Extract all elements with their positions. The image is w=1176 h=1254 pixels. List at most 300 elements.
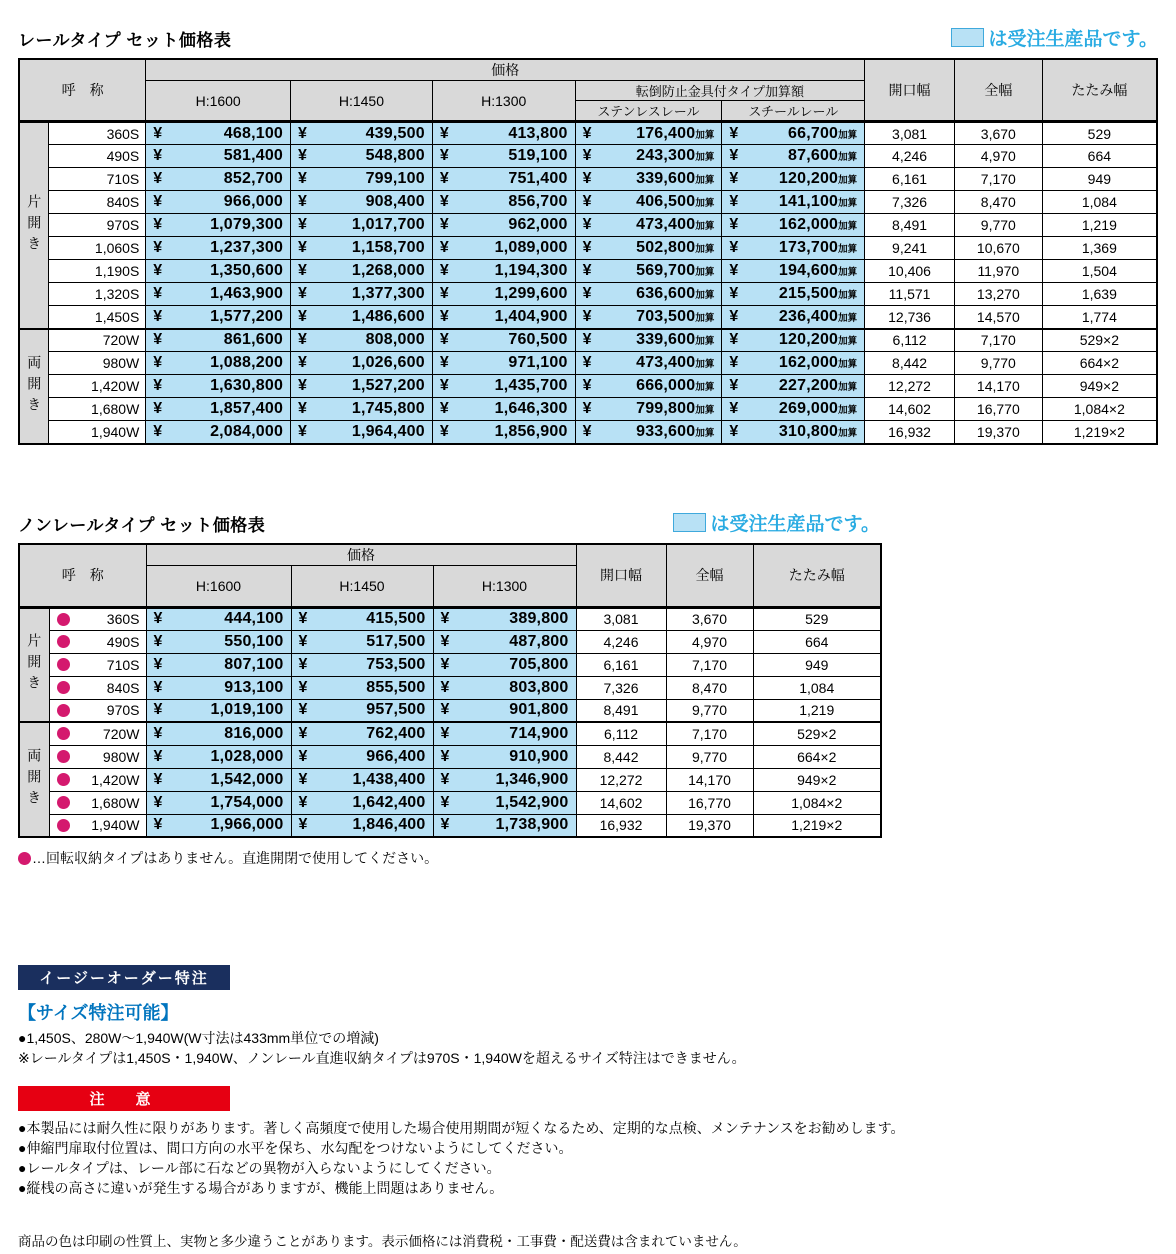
opening-width-cell: 8,442 — [865, 352, 955, 375]
yen-sign: ¥ — [729, 147, 739, 164]
size-name-cell — [49, 653, 146, 676]
rail-price-table — [18, 58, 1158, 445]
yen-sign: ¥ — [153, 655, 163, 673]
magenta-dot-icon — [57, 727, 70, 740]
yen-sign: ¥ — [439, 400, 449, 417]
price-amount: 1,438,400 — [352, 770, 426, 788]
easy-order-section — [18, 965, 1158, 1069]
col-header-h1300: H:1300 — [433, 565, 576, 607]
opening-width-cell: 3,081 — [865, 122, 955, 145]
opening-width-cell: 10,406 — [865, 260, 955, 283]
yen-sign: ¥ — [582, 285, 592, 302]
size-name-cell — [49, 122, 146, 145]
addition-price-cell — [722, 168, 865, 191]
size-name-cell — [49, 607, 146, 630]
yen-sign: ¥ — [298, 262, 307, 279]
price-cell — [432, 237, 575, 260]
yen-sign: ¥ — [582, 377, 592, 394]
col-header-folded-width: たたみ幅 — [1042, 59, 1157, 122]
opening-width-cell: 14,602 — [576, 791, 666, 814]
opening-width-cell: 16,932 — [865, 421, 955, 444]
price-amount: 176,400 — [636, 124, 696, 142]
yen-sign: ¥ — [153, 354, 163, 371]
magenta-dot-icon — [57, 658, 70, 671]
price-amount: 339,600 — [636, 331, 696, 349]
yen-sign: ¥ — [153, 216, 163, 233]
price-amount: 852,700 — [223, 170, 284, 187]
folded-width-cell: 664 — [1042, 145, 1157, 168]
opening-width-cell: 4,246 — [576, 630, 666, 653]
addition-price-cell — [575, 283, 722, 306]
magenta-dot-icon — [57, 750, 70, 763]
yen-sign: ¥ — [298, 610, 308, 627]
full-width-cell: 19,370 — [954, 421, 1042, 444]
full-width-cell: 19,370 — [666, 814, 753, 837]
price-amount: 269,000 — [778, 400, 839, 417]
yen-sign: ¥ — [582, 239, 592, 256]
addition-suffix: 加算 — [838, 382, 858, 393]
price-amount: 473,400 — [636, 216, 696, 233]
addition-price-cell — [575, 352, 722, 375]
size-name-cell — [49, 814, 146, 837]
price-cell — [291, 214, 433, 237]
easy-order-banner: イージーオーダー特注 — [18, 965, 230, 990]
yen-sign: ¥ — [153, 285, 163, 302]
addition-price-cell — [575, 237, 722, 260]
table-row — [19, 722, 881, 745]
yen-sign: ¥ — [298, 655, 308, 673]
addition-suffix: 加算 — [838, 290, 858, 301]
addition-suffix: 加算 — [695, 359, 715, 370]
yen-sign: ¥ — [582, 262, 592, 279]
yen-sign: ¥ — [298, 193, 307, 210]
price-cell — [291, 398, 433, 421]
full-width-cell: 16,770 — [954, 398, 1042, 421]
addition-suffix: 加算 — [695, 221, 715, 232]
price-amount: 120,200 — [778, 331, 839, 349]
yen-sign: ¥ — [298, 770, 308, 788]
price-amount: 519,100 — [508, 147, 568, 164]
price-amount: 468,100 — [223, 124, 284, 142]
opening-width-cell: 8,491 — [865, 214, 955, 237]
yen-sign: ¥ — [440, 724, 450, 742]
yen-sign: ¥ — [298, 724, 308, 742]
magenta-dot-icon — [18, 852, 31, 865]
col-header-h1300: H:1300 — [432, 81, 575, 122]
price-cell — [291, 352, 433, 375]
price-amount: 1,964,400 — [351, 422, 425, 440]
size-name-cell — [49, 260, 146, 283]
price-cell — [291, 768, 433, 791]
opening-width-cell: 8,442 — [576, 745, 666, 768]
size-name: 1,320S — [94, 286, 140, 302]
price-cell — [432, 352, 575, 375]
table-row — [19, 768, 881, 791]
table-row — [19, 283, 1157, 306]
table-row — [19, 791, 881, 814]
size-name: 980W — [102, 355, 140, 371]
size-name-cell — [49, 168, 146, 191]
price-cell — [291, 375, 433, 398]
size-name-cell — [49, 329, 146, 352]
full-width-cell: 7,170 — [666, 653, 753, 676]
price-cell — [146, 630, 291, 653]
price-amount: 1,089,000 — [494, 239, 568, 256]
col-header-full-width: 全幅 — [954, 59, 1042, 122]
caution-item: ●縦桟の高さに違いが発生する場合がありますが、機能上問題はありません。 — [18, 1180, 504, 1197]
price-amount: 971,100 — [508, 354, 568, 371]
size-name: 710S — [106, 656, 140, 673]
price-amount: 236,400 — [778, 307, 839, 325]
price-amount: 87,600 — [788, 147, 839, 164]
folded-width-cell: 529×2 — [1042, 329, 1157, 352]
table-row — [19, 237, 1157, 260]
price-cell — [432, 122, 575, 145]
yen-sign: ¥ — [440, 632, 450, 650]
full-width-cell: 3,670 — [954, 122, 1042, 145]
price-cell — [433, 768, 576, 791]
price-amount: 816,000 — [224, 724, 284, 742]
addition-price-cell — [722, 352, 865, 375]
folded-width-cell: 949×2 — [753, 768, 881, 791]
size-name: 490S — [106, 633, 140, 650]
price-amount: 389,800 — [509, 610, 569, 627]
size-name: 840S — [106, 194, 140, 210]
price-amount: 908,400 — [365, 193, 425, 210]
yen-sign: ¥ — [439, 331, 449, 349]
opening-width-cell: 14,602 — [865, 398, 955, 421]
price-amount: 550,100 — [224, 632, 284, 650]
folded-width-cell: 949 — [753, 653, 881, 676]
price-cell — [291, 814, 433, 837]
price-cell — [432, 375, 575, 398]
price-amount: 1,026,600 — [351, 354, 425, 371]
yen-sign: ¥ — [582, 216, 592, 233]
price-cell — [146, 306, 291, 329]
table-row — [19, 145, 1157, 168]
size-name: 1,680W — [91, 794, 140, 811]
yen-sign: ¥ — [729, 400, 739, 417]
caution-item: ●レールタイプは、レール部に石などの異物が入らないようにしてください。 — [18, 1160, 501, 1177]
price-amount: 901,800 — [509, 701, 569, 719]
table-row — [19, 653, 881, 676]
price-cell — [146, 722, 291, 745]
addition-price-cell — [722, 145, 865, 168]
folded-width-cell: 664×2 — [753, 745, 881, 768]
folded-width-cell: 529×2 — [753, 722, 881, 745]
size-name-cell — [49, 768, 146, 791]
yen-sign: ¥ — [298, 216, 307, 233]
yen-sign: ¥ — [439, 147, 449, 164]
price-amount: 703,500 — [636, 307, 696, 325]
full-width-cell: 9,770 — [666, 745, 753, 768]
price-amount: 66,700 — [788, 124, 839, 142]
caution-item: ●伸縮門扉取付位置は、間口方向の水平を保ち、水勾配をつけないようにしてください。 — [18, 1139, 573, 1156]
addition-suffix: 加算 — [838, 175, 858, 186]
price-amount: 1,542,000 — [210, 770, 284, 788]
size-custom-heading: 【サイズ特注可能】 — [18, 1003, 179, 1023]
table-row — [19, 676, 881, 699]
folded-width-cell: 664×2 — [1042, 352, 1157, 375]
price-amount: 966,400 — [366, 747, 426, 765]
yen-sign: ¥ — [729, 239, 739, 256]
full-width-cell: 3,670 — [666, 607, 753, 630]
price-cell — [432, 398, 575, 421]
folded-width-cell: 949×2 — [1042, 375, 1157, 398]
price-cell — [433, 653, 576, 676]
price-cell — [291, 699, 433, 722]
yen-sign: ¥ — [582, 193, 592, 210]
addition-suffix: 加算 — [695, 405, 715, 416]
price-cell — [146, 421, 291, 444]
size-name-cell — [49, 791, 146, 814]
price-cell — [146, 375, 291, 398]
made-to-order-legend-text: は受注生産品です。 — [710, 513, 880, 535]
full-width-cell: 7,170 — [666, 722, 753, 745]
price-amount: 751,400 — [508, 170, 568, 187]
price-amount: 714,900 — [509, 724, 569, 742]
yen-sign: ¥ — [439, 262, 449, 279]
yen-sign: ¥ — [153, 816, 163, 834]
price-cell — [291, 791, 433, 814]
price-cell — [433, 814, 576, 837]
price-cell — [146, 283, 291, 306]
price-amount: 760,500 — [508, 331, 568, 349]
price-cell — [433, 607, 576, 630]
size-name: 840S — [106, 679, 140, 696]
size-name-cell — [49, 145, 146, 168]
addition-price-cell — [722, 283, 865, 306]
price-amount: 1,642,400 — [352, 793, 426, 811]
size-name: 360S — [106, 125, 140, 142]
price-amount: 762,400 — [366, 724, 426, 742]
yen-sign: ¥ — [153, 193, 163, 210]
size-name-cell — [49, 722, 146, 745]
yen-sign: ¥ — [582, 422, 592, 440]
col-header-folded-width: たたみ幅 — [753, 544, 881, 608]
size-name-cell — [49, 398, 146, 421]
price-cell — [291, 630, 433, 653]
price-cell — [433, 630, 576, 653]
made-to-order-swatch-icon — [673, 513, 706, 532]
folded-width-cell: 529 — [753, 607, 881, 630]
price-amount: 162,000 — [778, 354, 839, 371]
full-width-cell: 14,170 — [666, 768, 753, 791]
made-to-order-legend — [673, 509, 880, 536]
yen-sign: ¥ — [582, 170, 592, 187]
price-amount: 2,084,000 — [210, 422, 284, 440]
price-amount: 162,000 — [778, 216, 839, 233]
yen-sign: ¥ — [298, 400, 307, 417]
full-width-cell: 9,770 — [954, 352, 1042, 375]
folded-width-cell: 529 — [1042, 122, 1157, 145]
price-cell — [291, 237, 433, 260]
price-amount: 799,800 — [636, 400, 696, 417]
price-cell — [291, 306, 433, 329]
yen-sign: ¥ — [582, 124, 592, 142]
opening-width-cell: 16,932 — [576, 814, 666, 837]
price-amount: 1,268,000 — [351, 262, 425, 279]
yen-sign: ¥ — [729, 331, 739, 349]
yen-sign: ¥ — [440, 701, 450, 719]
price-amount: 1,079,300 — [210, 216, 284, 233]
opening-width-cell: 11,571 — [865, 283, 955, 306]
price-amount: 636,600 — [636, 285, 696, 302]
magenta-dot-icon — [57, 796, 70, 809]
rail-section-head — [18, 0, 1158, 51]
col-header-name: 呼 称 — [19, 59, 146, 122]
price-amount: 1,435,700 — [494, 377, 568, 394]
col-header-opening-width: 開口幅 — [576, 544, 666, 608]
price-amount: 413,800 — [508, 124, 568, 142]
folded-width-cell: 1,219 — [753, 699, 881, 722]
yen-sign: ¥ — [298, 354, 307, 371]
full-width-cell: 8,470 — [666, 676, 753, 699]
size-name-cell — [49, 214, 146, 237]
price-amount: 227,200 — [778, 377, 839, 394]
price-cell — [146, 237, 291, 260]
yen-sign: ¥ — [298, 747, 308, 765]
size-name: 1,420W — [91, 771, 140, 788]
col-header-stainless-rail: ステンレスレール — [575, 101, 722, 122]
folded-width-cell: 949 — [1042, 168, 1157, 191]
magenta-dot-icon — [57, 773, 70, 786]
size-name: 1,450S — [94, 308, 140, 325]
price-amount: 406,500 — [636, 193, 696, 210]
size-name: 1,940W — [91, 423, 140, 440]
yen-sign: ¥ — [298, 239, 307, 256]
yen-sign: ¥ — [440, 678, 450, 696]
opening-width-cell: 7,326 — [576, 676, 666, 699]
yen-sign: ¥ — [440, 747, 450, 765]
price-amount: 753,500 — [366, 655, 426, 673]
price-amount: 1,088,200 — [210, 354, 284, 371]
folded-width-cell: 1,369 — [1042, 237, 1157, 260]
table-row — [19, 699, 881, 722]
yen-sign: ¥ — [729, 377, 739, 394]
size-name: 1,190S — [94, 263, 140, 279]
yen-sign: ¥ — [729, 307, 739, 325]
size-name-cell — [49, 421, 146, 444]
magenta-dot-icon — [57, 819, 70, 832]
yen-sign: ¥ — [729, 285, 739, 302]
yen-sign: ¥ — [582, 307, 592, 325]
price-amount: 173,700 — [778, 239, 839, 256]
price-cell — [432, 260, 575, 283]
folded-width-cell: 1,219 — [1042, 214, 1157, 237]
opening-width-cell: 4,246 — [865, 145, 955, 168]
yen-sign: ¥ — [153, 400, 163, 417]
price-amount: 1,857,400 — [210, 400, 284, 417]
full-width-cell: 9,770 — [954, 214, 1042, 237]
folded-width-cell: 1,084×2 — [753, 791, 881, 814]
yen-sign: ¥ — [298, 793, 308, 811]
price-amount: 799,100 — [365, 170, 425, 187]
addition-price-cell — [575, 329, 722, 352]
price-amount: 1,158,700 — [351, 239, 425, 256]
price-amount: 1,527,200 — [351, 377, 425, 394]
full-width-cell: 14,570 — [954, 306, 1042, 329]
folded-width-cell: 1,774 — [1042, 306, 1157, 329]
price-amount: 855,500 — [366, 678, 426, 696]
price-cell — [291, 421, 433, 444]
price-amount: 120,200 — [778, 170, 839, 187]
addition-suffix: 加算 — [838, 267, 858, 278]
folded-width-cell: 1,084 — [1042, 191, 1157, 214]
price-cell — [433, 745, 576, 768]
opening-width-cell: 12,272 — [865, 375, 955, 398]
size-name: 1,680W — [91, 401, 140, 417]
rail-table-title: レールタイプ セット価格表 — [18, 31, 232, 50]
price-amount: 1,856,900 — [494, 422, 568, 440]
price-amount: 1,486,600 — [351, 307, 425, 325]
addition-price-cell — [575, 168, 722, 191]
addition-suffix: 加算 — [695, 152, 715, 163]
yen-sign: ¥ — [729, 193, 739, 210]
price-cell — [432, 191, 575, 214]
full-width-cell: 8,470 — [954, 191, 1042, 214]
nonrail-section-head — [18, 509, 880, 536]
price-amount: 1,966,000 — [210, 816, 284, 834]
yen-sign: ¥ — [298, 170, 307, 187]
easy-order-line: ●1,450S、280W〜1,940W(W寸法は433mm単位での増減) — [18, 1030, 379, 1046]
size-name: 980W — [102, 748, 140, 765]
addition-price-cell — [575, 398, 722, 421]
price-cell — [433, 722, 576, 745]
price-cell — [291, 168, 433, 191]
size-name-cell — [49, 676, 146, 699]
price-amount: 803,800 — [509, 678, 569, 696]
price-amount: 1,542,900 — [495, 793, 569, 811]
addition-price-cell — [575, 421, 722, 444]
size-name-cell — [49, 699, 146, 722]
row-group-label: 両開き — [19, 329, 49, 444]
col-header-steel-rail: スチールレール — [722, 101, 865, 122]
addition-suffix: 加算 — [695, 175, 715, 186]
yen-sign: ¥ — [153, 147, 163, 164]
col-header-h1600: H:1600 — [146, 81, 291, 122]
magenta-dot-icon — [57, 635, 70, 648]
price-cell — [146, 398, 291, 421]
yen-sign: ¥ — [153, 422, 163, 440]
price-amount: 910,900 — [509, 747, 569, 765]
yen-sign: ¥ — [439, 124, 449, 142]
price-amount: 141,100 — [778, 193, 839, 210]
yen-sign: ¥ — [298, 307, 307, 325]
addition-price-cell — [722, 237, 865, 260]
price-cell — [433, 699, 576, 722]
size-name: 970S — [106, 702, 140, 719]
addition-suffix: 加算 — [838, 312, 858, 324]
price-cell — [146, 260, 291, 283]
addition-suffix: 加算 — [838, 221, 858, 232]
full-width-cell: 7,170 — [954, 329, 1042, 352]
yen-sign: ¥ — [729, 262, 739, 279]
yen-sign: ¥ — [153, 793, 163, 811]
addition-price-cell — [575, 375, 722, 398]
folded-width-cell: 664 — [753, 630, 881, 653]
price-cell — [146, 168, 291, 191]
price-cell — [291, 329, 433, 352]
price-amount: 705,800 — [509, 655, 569, 673]
size-name: 490S — [106, 148, 140, 164]
price-amount: 1,299,600 — [494, 285, 568, 302]
table-row — [19, 191, 1157, 214]
price-amount: 1,745,800 — [351, 400, 425, 417]
yen-sign: ¥ — [298, 377, 307, 394]
price-amount: 1,738,900 — [495, 816, 569, 834]
table-row — [19, 214, 1157, 237]
